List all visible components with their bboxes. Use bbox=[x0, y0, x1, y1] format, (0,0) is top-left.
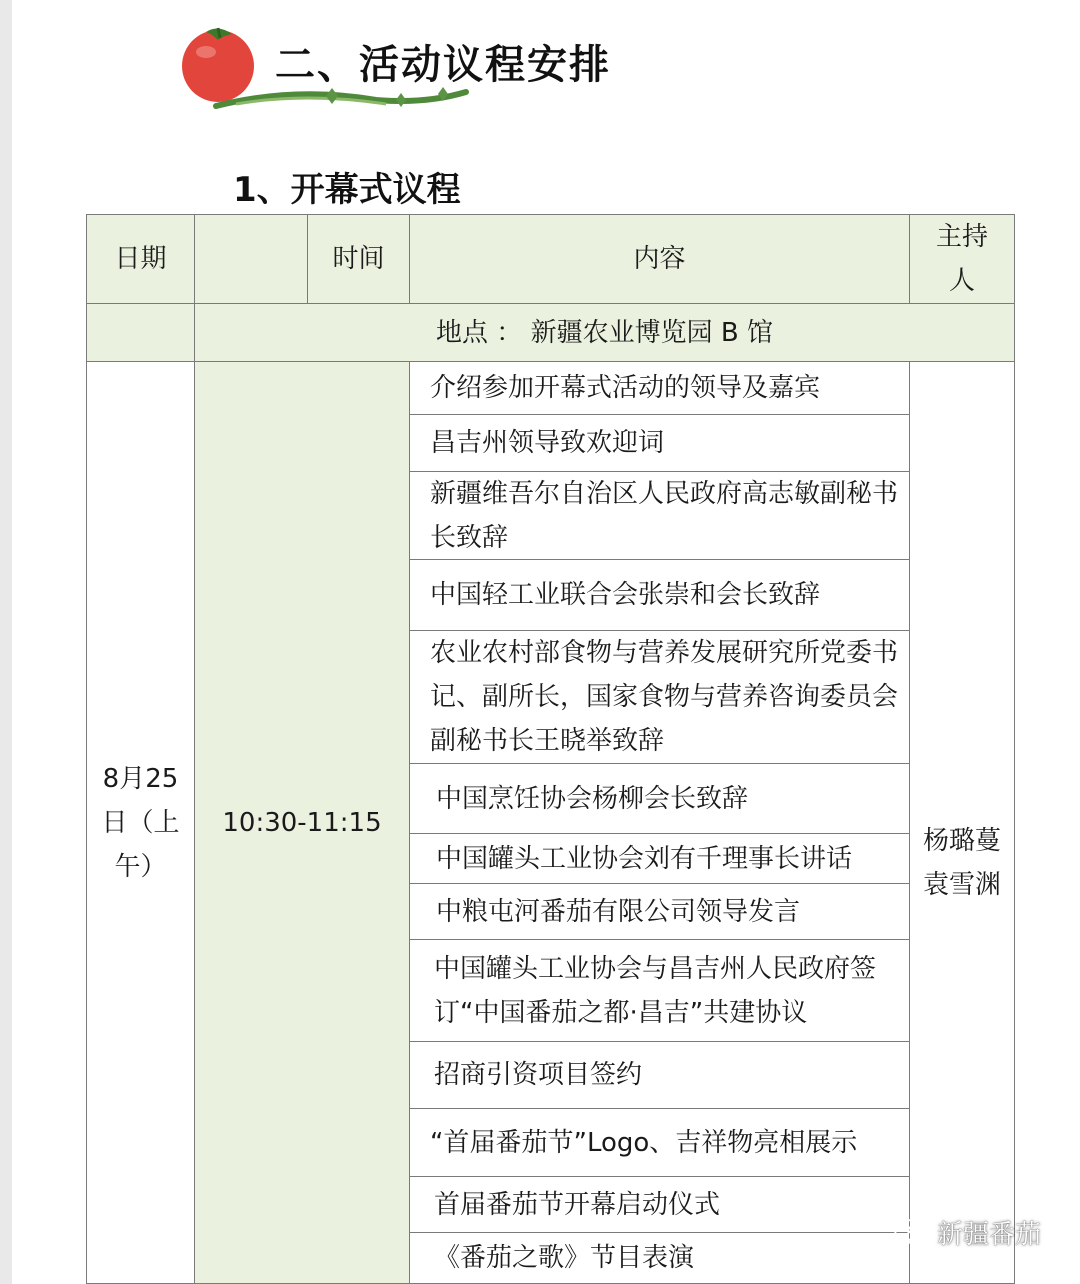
header-time: 时间 bbox=[307, 214, 410, 304]
date-cell: 8月25日（上午） bbox=[86, 361, 195, 1284]
agenda-item: 中国罐头工业协会刘有千理事长讲话 bbox=[409, 833, 910, 884]
wechat-watermark bbox=[893, 1214, 1041, 1251]
agenda-item: 昌吉州领导致欢迎词 bbox=[409, 414, 910, 472]
location-cell: 地点 ： 新疆农业博览园 B 馆 bbox=[194, 303, 1015, 362]
header-host: 主持人 bbox=[909, 214, 1015, 304]
time-cell: 10:30-11:15 bbox=[194, 361, 410, 1284]
wechat-icon bbox=[893, 1218, 929, 1248]
header-blank bbox=[194, 214, 308, 304]
agenda-item: 中国罐头工业协会与昌吉州人民政府签订“中国番茄之都·昌吉”共建协议 bbox=[409, 939, 910, 1042]
agenda-item: 农业农村部食物与营养发展研究所党委书记、副所长，国家食物与营养咨询委员会副秘书长王晓举致辞 bbox=[409, 630, 910, 764]
agenda-item: 中国烹饪协会杨柳会长致辞 bbox=[409, 763, 910, 834]
agenda-item: 介绍参加开幕式活动的领导及嘉宾 bbox=[409, 361, 910, 415]
agenda-item: 新疆维吾尔自治区人民政府高志敏副秘书长致辞 bbox=[409, 471, 910, 560]
agenda-item: 招商引资项目签约 bbox=[409, 1041, 910, 1109]
agenda-item: “首届番茄节”Logo、吉祥物亮相展示 bbox=[409, 1108, 910, 1177]
header-content: 内容 bbox=[409, 214, 910, 304]
location-blank-cell bbox=[86, 303, 195, 362]
agenda-item: 《番茄之歌》节目表演 bbox=[409, 1232, 910, 1284]
agenda-item: 中国轻工业联合会张崇和会长致辞 bbox=[409, 559, 910, 631]
agenda-table bbox=[86, 214, 1015, 1284]
agenda-item: 首届番茄节开幕启动仪式 bbox=[409, 1176, 910, 1233]
section-title: 二、活动议程安排 bbox=[275, 42, 611, 88]
sub-title: 1、开幕式议程 bbox=[233, 170, 461, 210]
agenda-item: 中粮屯河番茄有限公司领导发言 bbox=[409, 883, 910, 940]
header-date: 日期 bbox=[86, 214, 195, 304]
watermark-text: 新疆番茄 bbox=[937, 1220, 1042, 1250]
host-cell: 杨璐蔓袁雪渊 bbox=[909, 361, 1015, 1284]
page-edge bbox=[0, 0, 12, 1284]
